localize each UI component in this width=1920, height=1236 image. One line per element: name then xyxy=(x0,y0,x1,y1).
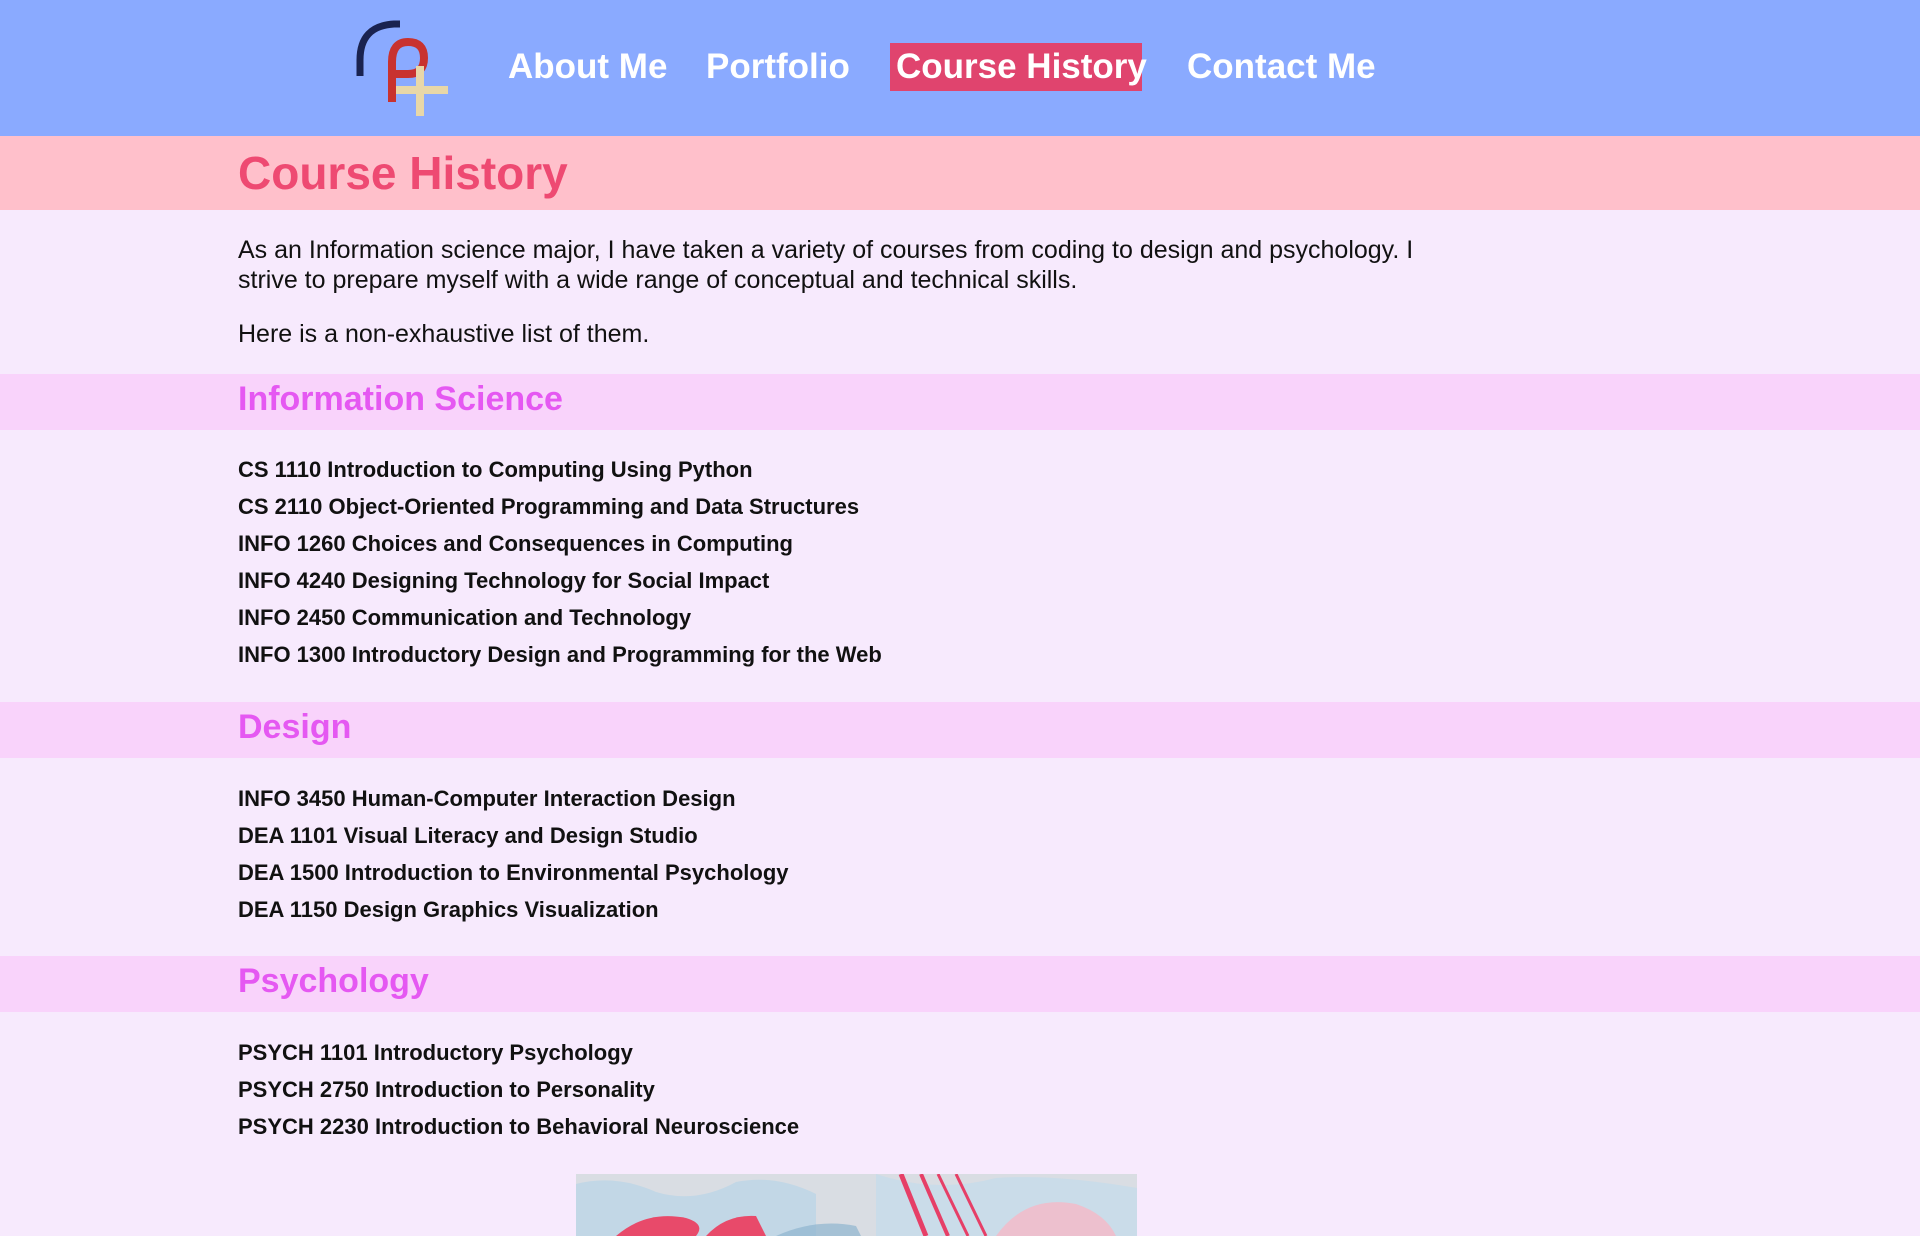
course-list-information-science xyxy=(238,451,882,673)
intro-paragraph: As an Information science major, I have taken a variety of courses from coding to design and psychology. I strive to prepare myself with a wide range of conceptual and technical skills. xyxy=(238,236,1414,294)
course-item: CS 2110 Object-Oriented Programming and Data Structures xyxy=(238,494,860,519)
course-list-psychology xyxy=(238,1034,799,1145)
page-title: Course History xyxy=(238,147,568,199)
course-item: CS 1110 Introduction to Computing Using Python xyxy=(238,457,753,482)
nav-contact-me[interactable]: Contact Me xyxy=(1187,47,1376,86)
course-item: DEA 1101 Visual Literacy and Design Studio xyxy=(238,823,698,848)
section-title-design: Design xyxy=(238,708,352,746)
section-title-information-science: Information Science xyxy=(238,380,563,418)
cp-plus-logo-icon[interactable] xyxy=(354,16,466,116)
course-item: INFO 1300 Introductory Design and Programming for the Web xyxy=(238,642,882,667)
course-item: DEA 1500 Introduction to Environmental Psychology xyxy=(238,860,789,885)
course-item: DEA 1150 Design Graphics Visualization xyxy=(238,897,659,922)
course-item: INFO 3450 Human-Computer Interaction Design xyxy=(238,786,736,811)
nav-about-me[interactable]: About Me xyxy=(508,47,668,86)
artwork-image xyxy=(576,1174,1137,1236)
nav-portfolio[interactable]: Portfolio xyxy=(706,47,850,86)
course-item: INFO 4240 Designing Technology for Social Impact xyxy=(238,568,770,593)
intro-note: Here is a non-exhaustive list of them. xyxy=(238,320,650,348)
nav-course-history[interactable]: Course History xyxy=(890,43,1142,91)
site-header xyxy=(0,0,1920,136)
course-item: PSYCH 2750 Introduction to Personality xyxy=(238,1077,655,1102)
course-list-design xyxy=(238,780,789,928)
course-item: PSYCH 2230 Introduction to Behavioral Neuroscience xyxy=(238,1114,800,1139)
section-title-psychology: Psychology xyxy=(238,962,429,1000)
course-item: PSYCH 1101 Introductory Psychology xyxy=(238,1040,633,1065)
course-item: INFO 1260 Choices and Consequences in Computing xyxy=(238,531,793,556)
course-item: INFO 2450 Communication and Technology xyxy=(238,605,692,630)
